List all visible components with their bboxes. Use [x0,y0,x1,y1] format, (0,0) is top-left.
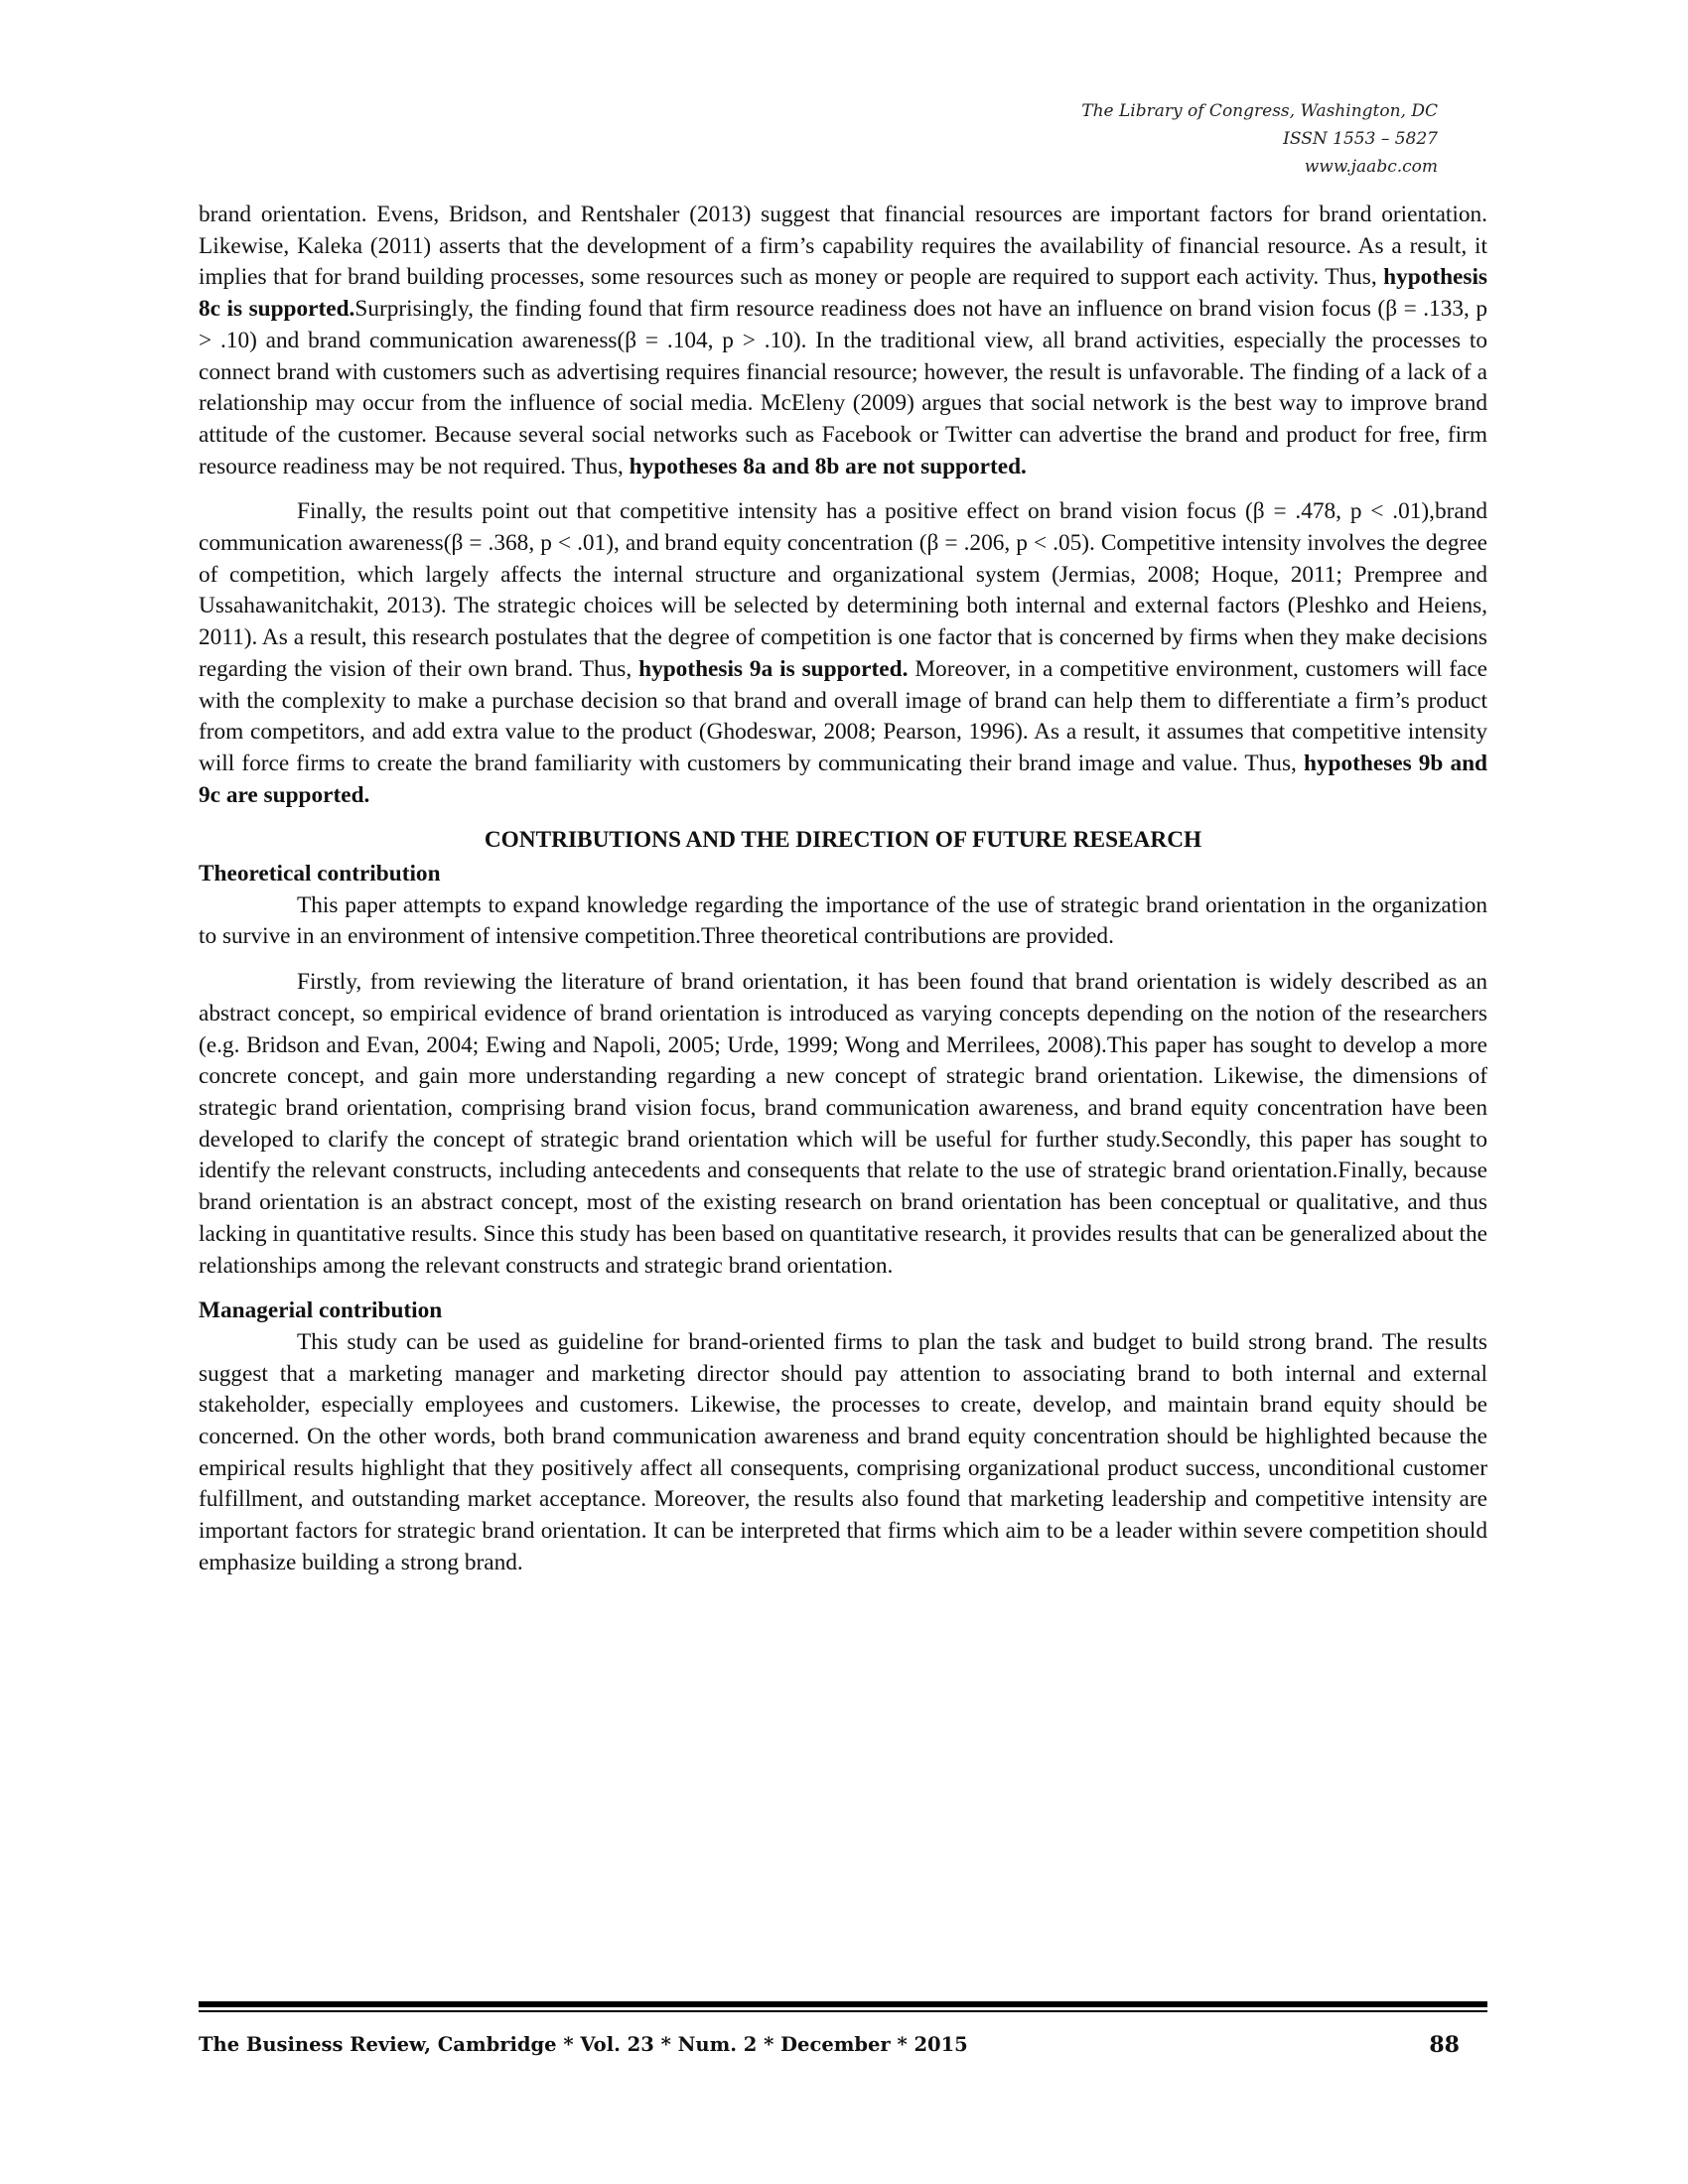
body-text [199,200,1487,1579]
theoretical-contribution-heading: Theoretical contribution [199,861,441,887]
footer-rule-thick [199,2001,1487,2007]
paragraph-1-bold-b: hypotheses 8a and 8b are not supported. [629,453,1027,479]
header-library: The Library of Congress, Washington, DC [1081,101,1438,121]
paragraph-1-bold-a: hypothesis 8c is supported. [199,264,1487,323]
paragraph-3: This paper attempts to expand knowledge regarding the importance of the use of strategic brand orientation in the organization to survive in an environment of intensive competition.Three theoretical contributions are provided. [199,891,1487,950]
paragraph-2-text-a: Finally, the results point out that competitive intensity has a positive effect on brand vision focus (β = .478, p < .01),brand communication awareness(β = .368, p < .01), and brand equity concentration (β = .206, p < .05). Competitive intensity involves the degree of competition, which largely affects the internal structure and organizational system (Jermias, 2008; Hoque, 2011; Prempree and Ussahawanitchakit, 2013). The strategic choices will be selected by determining both internal and external factors (Pleshko and Heiens, 2011). As a result, this research postulates that the degree of competition is one factor that is concerned by firms when they make decisions regarding the vision of their own brand. Thus, [199,498,1487,682]
paragraph-2 [199,496,1487,811]
managerial-contribution-heading: Managerial contribution [199,1297,443,1324]
paragraph-2-bold-b: hypotheses 9b and 9c are supported. [199,750,1488,808]
running-header [1081,97,1438,181]
paragraph-5: This study can be used as guideline for brand-oriented firms to plan the task and budget to build strong brand. The results suggest that a marketing manager and marketing director should pay attention to associating brand to both internal and external stakeholder, especially employees and customers. Likewise, the processes to create, develop, and maintain brand equity should be concerned. On the other words, both brand communication awareness and brand equity concentration should be highlighted because the empirical results highlight that they positively affect all consequents, comprising organizational product success, unconditional customer fulfillment, and outstanding market acceptance. Moreover, the results also found that marketing leadership and competitive intensity are important factors for strategic brand orientation. It can be interpreted that firms which aim to be a leader within severe competition should emphasize building a strong brand. [199,1328,1487,1575]
header-issn: ISSN 1553 – 5827 [1283,129,1438,149]
paragraph-4: Firstly, from reviewing the literature of brand orientation, it has been found that brand orientation is widely described as an abstract concept, so empirical evidence of brand orientation is introduced as varying concepts depending on the notion of the researchers (e.g. Bridson and Evan, 2004; Ewing and Napoli, 2005; Urde, 1999; Wong and Merrilees, 2008).This paper has sought to develop a more concrete concept, and gain more understanding regarding a new concept of strategic brand orientation. Likewise, the dimensions of strategic brand orientation, comprising brand vision focus, brand communication awareness, and brand equity concentration have been developed to clarify the concept of strategic brand orientation which will be useful for further study.Secondly, this paper has sought to identify the relevant constructs, including antecedents and consequents that relate to the use of strategic brand orientation.Finally, because brand orientation is an abstract concept, most of the existing research on brand orientation has been conceptual or qualitative, and thus lacking in quantitative results. Since this study has been based on quantitative research, it provides results that can be generalized about the relationships among the relevant constructs and strategic brand orientation. [199,969,1487,1279]
paragraph-1 [199,200,1487,482]
paragraph-2-text-b: Moreover, in a competitive environment, customers will face with the complexity to make a purchase decision so that brand and overall image of brand can help them to differentiate a firm’s product from competitors, and add extra value to the product (Ghodeswar, 2008; Pearson, 1996). As a result, it assumes that competitive intensity will force firms to create the brand familiarity with customers by communicating their brand image and value. Thus, [199,655,1488,776]
paragraph-2-bold-a: hypothesis 9a is supported. [638,655,909,682]
page-number: 88 [1429,2032,1460,2058]
paragraph-1-text-a: brand orientation. Evens, Bridson, and Rentshaler (2013) suggest that financial resources are important factors for brand orientation. Likewise, Kaleka (2011) asserts that the development of a firm’s capability requires the availability of financial resource. As a result, it implies that for brand building processes, some resources such as money or people are required to support each activity. Thus, [199,202,1487,291]
section-heading: CONTRIBUTIONS AND THE DIRECTION OF FUTURE RESEARCH [484,827,1202,854]
footer-journal: The Business Review, Cambridge * Vol. 23 * Num. 2 * December * 2015 [199,2033,968,2056]
header-website: www.jaabc.com [1304,157,1438,177]
footer-rule-thin [199,2010,1487,2012]
paragraph-1-text-b: Surprisingly, the finding found that firm resource readiness does not have an influence on brand vision focus (β = .133, p > .10) and brand communication awareness(β = .104, p > .10). In the traditional view, all brand activities, especially the processes to connect brand with customers such as advertising requires financial resource; however, the result is unfavorable. The finding of a lack of a relationship may occur from the influence of social media. McEleny (2009) argues that social network is the best way to improve brand attitude of the customer. Because several social networks such as Facebook or Twitter can advertise the brand and product for free, firm resource readiness may be not required. Thus, [199,296,1487,479]
